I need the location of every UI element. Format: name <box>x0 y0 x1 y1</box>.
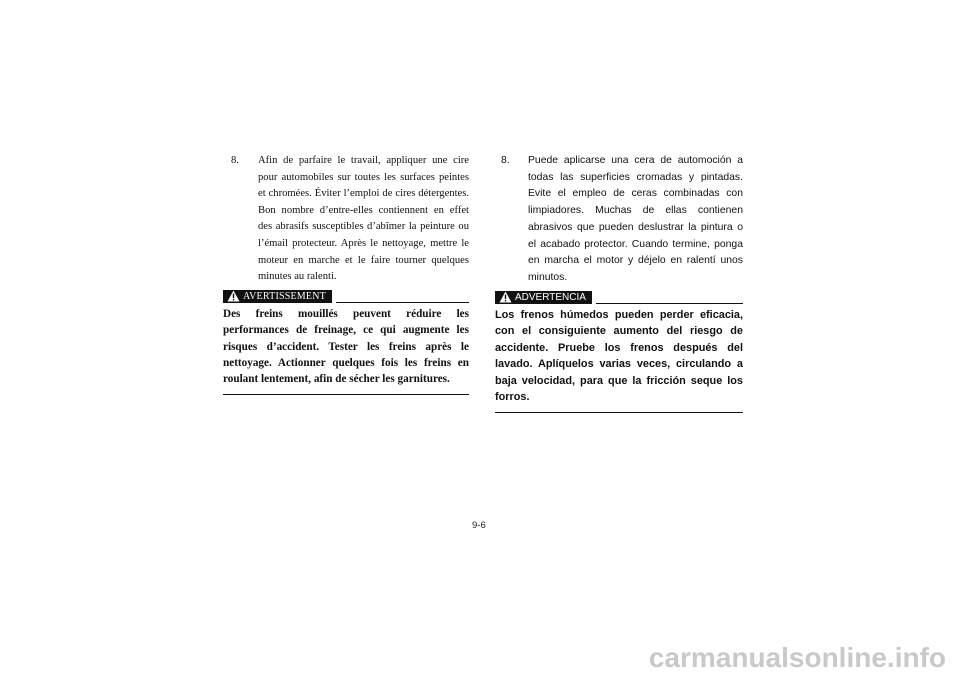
page-number: 9-6 <box>472 520 486 531</box>
spanish-column <box>495 153 743 413</box>
french-warning-text: Des freins mouillés peuvent réduire les performances de freinage, ce qui augmente les risques d’accident. Tester les freins après le nettoyage. Actionner quelques fois les freins en roulant lentement, afin de sécher les garnitures. <box>223 306 469 395</box>
french-warning-label: AVERTISSEMENT <box>243 290 326 302</box>
spanish-warning-header <box>495 291 743 304</box>
watermark: carmanualsonline.info <box>648 642 946 673</box>
warning-triangle-icon <box>227 290 240 302</box>
french-column <box>223 153 469 395</box>
french-warning-badge <box>223 290 332 303</box>
french-warning-header <box>223 290 469 303</box>
french-step-text: Afin de parfaire le travail, appliquer une cire pour automobiles sur toutes les surfaces peintes et chromées. Éviter l’emploi de cires détergentes. Bon nombre d’entre-elles contiennent en effet des abrasifs susceptibles d’abîmer la peinture ou l’émail protecteur. Après le nettoyage, mettre le moteur en marche et le faire tourner quelques minutes au ralenti. <box>258 155 469 283</box>
warning-triangle-icon <box>499 291 512 303</box>
spanish-warning-text: Los frenos húmedos pueden perder eficacia, con el consiguiente aumento del riesgo de accidente. Pruebe los frenos después del lavado. Aplíquelos varias veces, circulando a baja velocidad, para que la fricción seque los forros. <box>495 307 743 413</box>
french-step-number: 8. <box>231 155 239 166</box>
spanish-step-8 <box>495 153 743 287</box>
french-warning-rule <box>336 302 469 303</box>
spanish-warning-badge <box>495 291 592 304</box>
spanish-warning-label: ADVERTENCIA <box>515 291 586 303</box>
spanish-warning-rule <box>596 303 743 304</box>
french-step-8 <box>223 153 469 286</box>
spanish-step-text: Puede aplicarse una cera de automoción a todas las superficies cromadas y pintadas. Evite el empleo de ceras combinadas con limpiadores. Muchas de ellas contienen abrasivos que pueden deslustrar la pintura o el acabado protector. Cuando termine, ponga en marcha el motor y déjelo en ralentí unos minutos. <box>528 155 743 283</box>
spanish-step-number: 8. <box>501 155 510 166</box>
